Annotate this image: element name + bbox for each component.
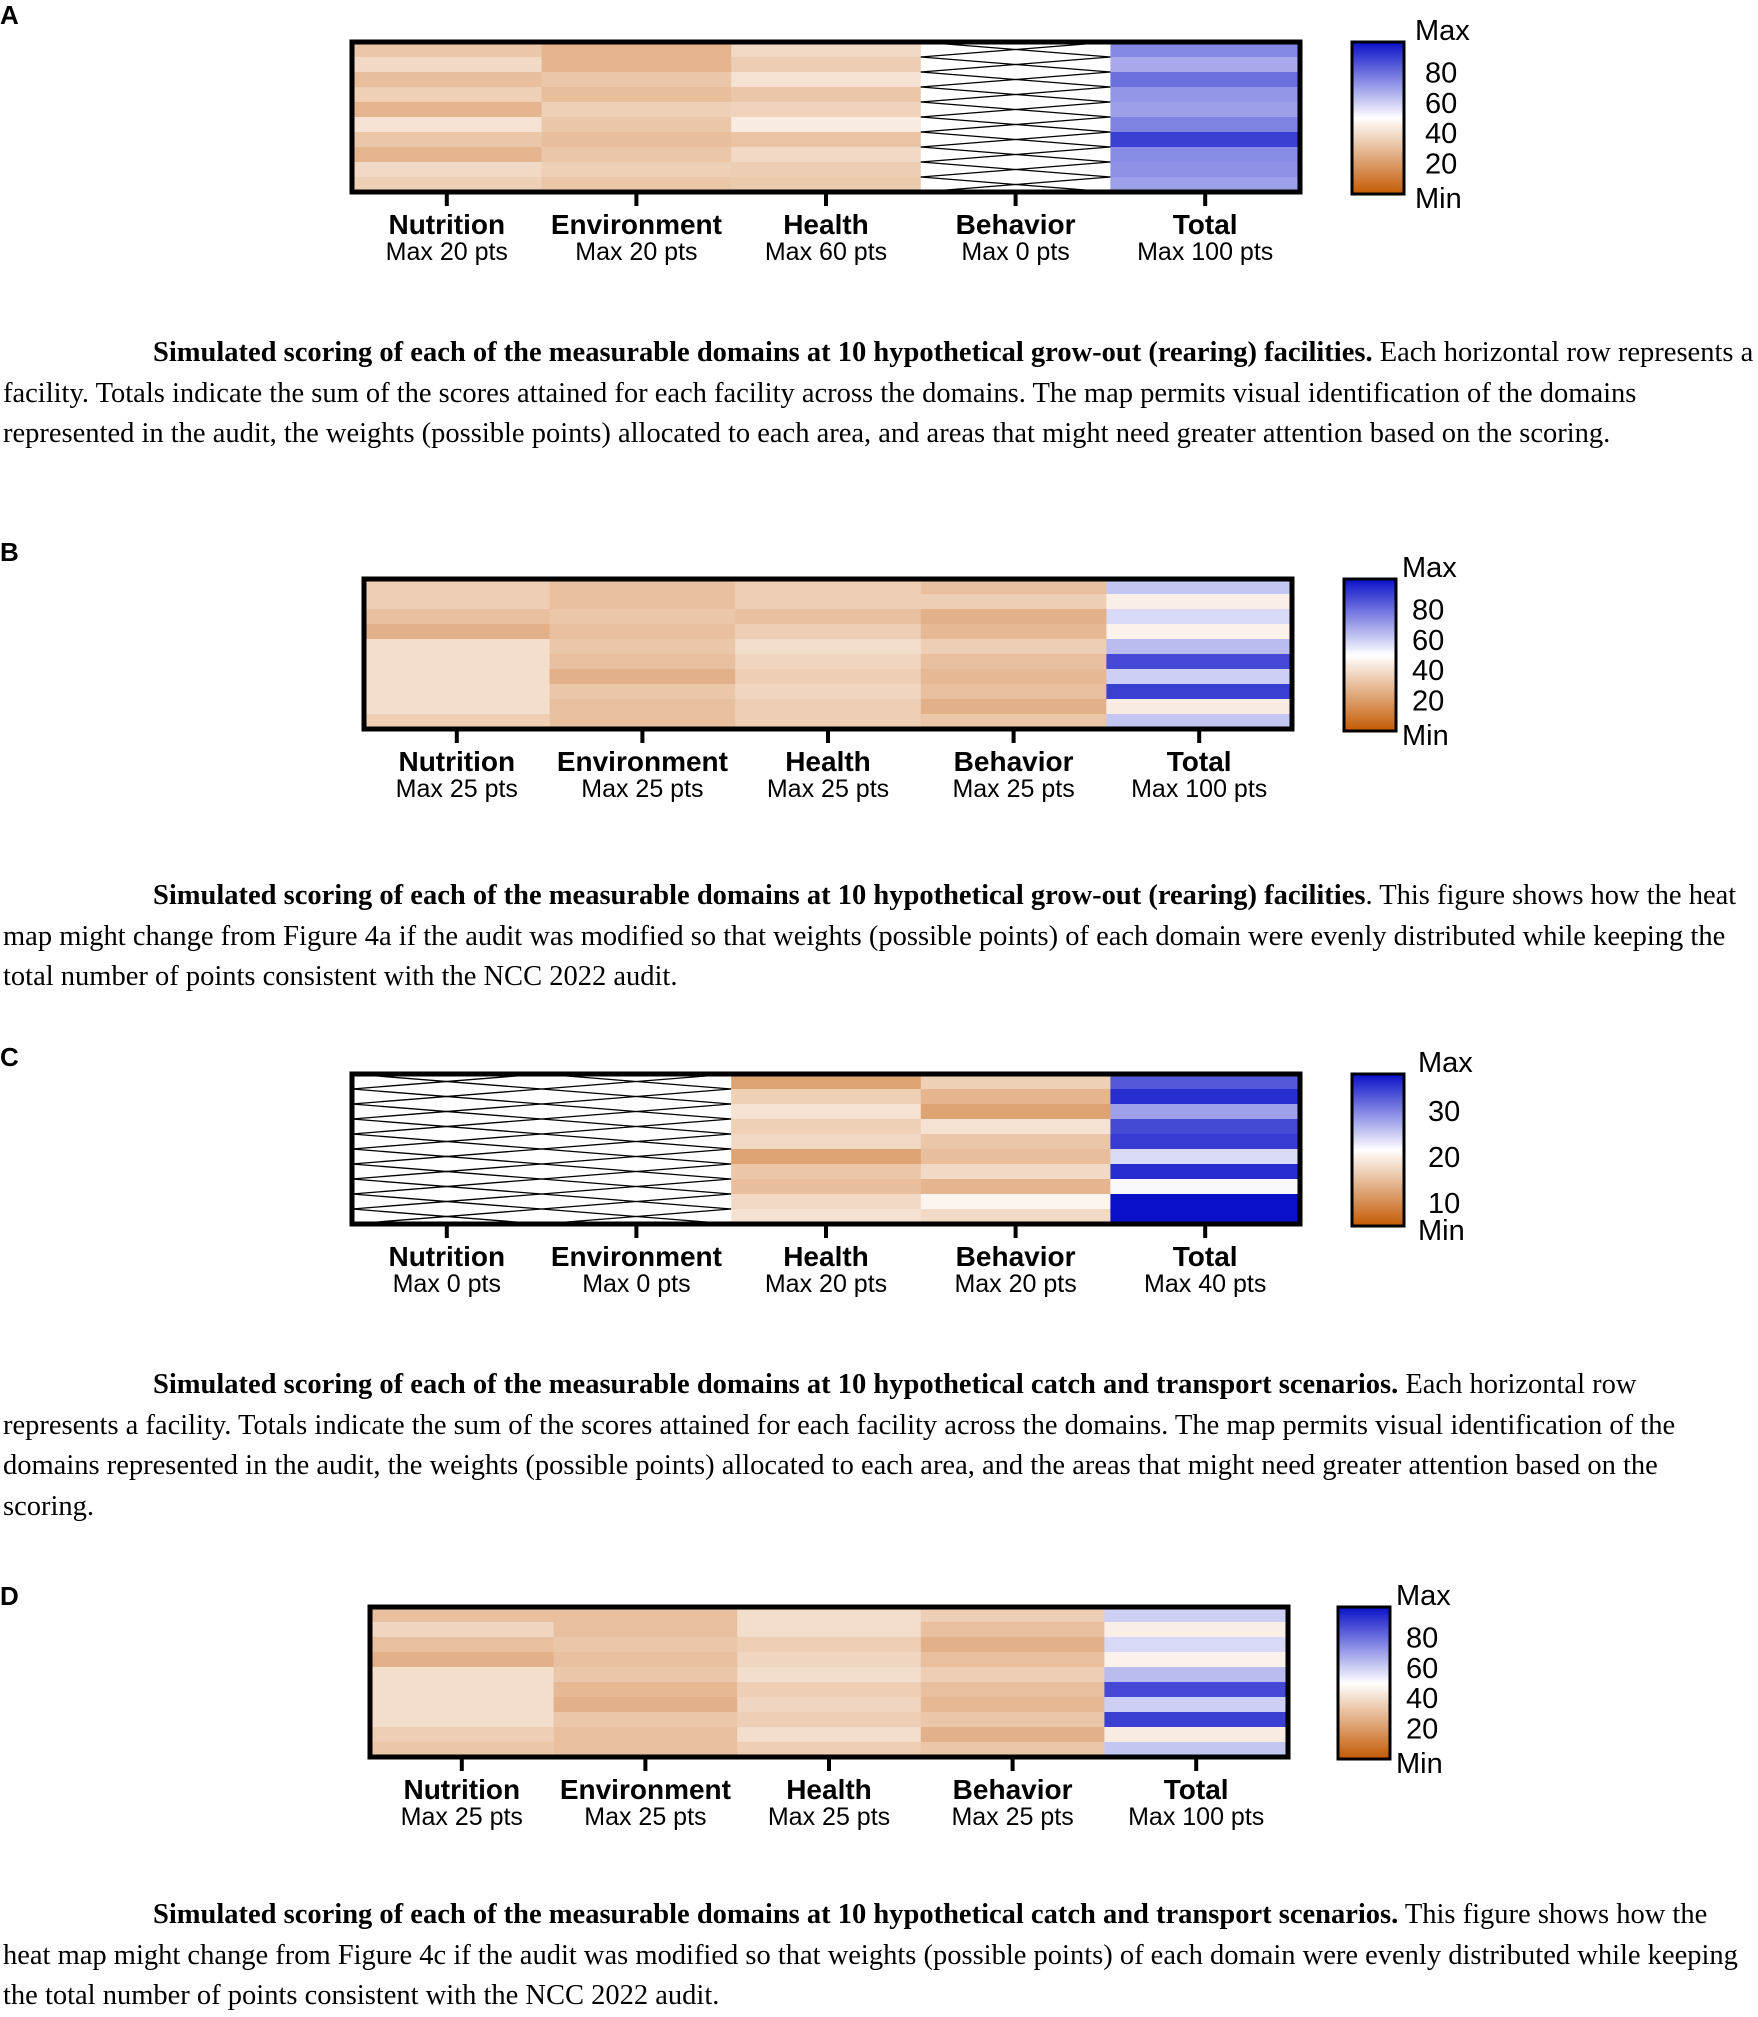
heatmap-cell xyxy=(542,117,732,133)
caption-body: This figure shows how the heat map might change from Figure 4c if the audit was modified so that weights (possible points) of each domain were evenly distributed while keeping the total number of points consistent with the NCC 2022 audit. xyxy=(3,1899,1738,2011)
colorbar-label: 40 xyxy=(1412,655,1445,688)
heatmap-cell xyxy=(921,1089,1111,1105)
heatmap-cell xyxy=(364,684,550,700)
heatmap-cell xyxy=(731,1164,921,1180)
heatmap-cell xyxy=(352,132,542,148)
heatmap-cell xyxy=(921,624,1107,640)
heatmap-cell xyxy=(364,654,550,670)
heatmap-cell xyxy=(542,162,732,178)
heatmap-cell xyxy=(542,72,732,88)
colorbar xyxy=(1338,1607,1390,1759)
colorbar-label: Max xyxy=(1402,552,1457,584)
domain-label: Health xyxy=(783,209,869,240)
colorbar xyxy=(1352,42,1404,194)
domain-max-label: Max 20 pts xyxy=(954,1270,1077,1298)
heatmap-cell xyxy=(735,609,921,625)
heatmap-cell xyxy=(1110,57,1300,73)
heatmap-cell xyxy=(921,1119,1111,1135)
panel-letter: C xyxy=(0,1042,19,1072)
colorbar-label: 80 xyxy=(1425,57,1458,90)
heatmap-cell xyxy=(1104,1697,1288,1713)
heatmap-cell xyxy=(921,1134,1111,1150)
heatmap-cell xyxy=(737,1682,921,1698)
colorbar-label: Max xyxy=(1418,1047,1473,1079)
heatmap-cell xyxy=(1110,1164,1300,1180)
heatmap-cell xyxy=(370,1622,554,1638)
panel-letter: D xyxy=(0,1581,19,1611)
heatmap-cell xyxy=(737,1727,921,1743)
heatmap-chart xyxy=(0,535,1758,835)
heatmap-cell xyxy=(1110,162,1300,178)
heatmap-cell xyxy=(737,1622,921,1638)
domain-max-label: Max 20 pts xyxy=(385,238,508,266)
heatmap-cell xyxy=(550,654,736,670)
domain-max-label: Max 25 pts xyxy=(395,775,518,803)
colorbar-label: 80 xyxy=(1406,1622,1439,1655)
colorbar-label: 40 xyxy=(1406,1683,1439,1716)
heatmap-cell xyxy=(1106,609,1292,625)
heatmap-cell xyxy=(921,594,1107,610)
domain-label: Health xyxy=(786,1774,872,1805)
heatmap-cell xyxy=(550,609,736,625)
heatmap-cell xyxy=(352,117,542,133)
heatmap-cell xyxy=(364,639,550,655)
heatmap-cell xyxy=(1110,87,1300,103)
heatmap-cell xyxy=(370,1697,554,1713)
heatmap-cell xyxy=(542,147,732,163)
heatmap-cell xyxy=(921,1667,1105,1683)
heatmap-cell xyxy=(554,1697,738,1713)
colorbar-label: Max xyxy=(1396,1580,1451,1612)
domain-max-label: Max 25 pts xyxy=(951,1803,1074,1831)
colorbar-label: 60 xyxy=(1406,1652,1439,1685)
heatmap-cell xyxy=(364,699,550,715)
domain-max-label: Max 20 pts xyxy=(575,238,698,266)
caption-title: Simulated scoring of each of the measurable domains at 10 hypothetical catch and transport scenarios. xyxy=(153,1369,1399,1400)
domain-label: Environment xyxy=(559,1774,731,1805)
domain-max-label: Max 25 pts xyxy=(767,1803,891,1831)
caption-title: Simulated scoring of each of the measurable domains at 10 hypothetical grow-out (rearing) facilities. xyxy=(153,337,1373,368)
heatmap-cell xyxy=(1106,669,1292,685)
heatmap-cell xyxy=(554,1622,738,1638)
heatmap-cell xyxy=(731,1104,921,1120)
heatmap-cell xyxy=(352,162,542,178)
colorbar-label: Min xyxy=(1396,1748,1443,1780)
heatmap-cell xyxy=(1110,72,1300,88)
heatmap-cell xyxy=(737,1637,921,1653)
heatmap-cell xyxy=(542,57,732,73)
heatmap-cell xyxy=(735,669,921,685)
panel-letter: B xyxy=(0,537,19,567)
heatmap-cell xyxy=(1110,1104,1300,1120)
heatmap-cell xyxy=(1106,654,1292,670)
heatmap-cell xyxy=(731,57,921,73)
domain-label: Nutrition xyxy=(398,746,516,777)
heatmap-cell xyxy=(921,1622,1105,1638)
figure-caption xyxy=(3,333,1755,455)
domain-max-label: Max 25 pts xyxy=(584,1803,707,1831)
heatmap-cell xyxy=(554,1667,738,1683)
heatmap-cell xyxy=(921,609,1107,625)
heatmap-cell xyxy=(542,132,732,148)
heatmap-cell xyxy=(1104,1637,1288,1653)
domain-label: Health xyxy=(783,1241,869,1272)
domain-label: Nutrition xyxy=(403,1774,521,1805)
heatmap-cell xyxy=(737,1667,921,1683)
na-column-behavior xyxy=(921,42,1111,192)
heatmap-cell xyxy=(554,1712,738,1728)
heatmap-cell xyxy=(370,1637,554,1653)
heatmap-cell xyxy=(731,87,921,103)
heatmap-cell xyxy=(735,639,921,655)
heatmap-cell xyxy=(554,1727,738,1743)
heatmap-cell xyxy=(550,624,736,640)
caption-body: Each horizontal row represents a facility. Totals indicate the sum of the scores attained for each facility across the domains. The map permits visual identification of the domains represented in the audit, the weights (possible points) allocated to each area, and areas that might need greater attention based on the scoring. xyxy=(3,337,1754,449)
heatmap-cell xyxy=(921,1104,1111,1120)
domain-max-label: Max 20 pts xyxy=(764,1270,888,1298)
heatmap-cell xyxy=(1110,1089,1300,1105)
heatmap-cell xyxy=(364,594,550,610)
heatmap-cell xyxy=(921,654,1107,670)
colorbar-label: 30 xyxy=(1428,1095,1461,1128)
heatmap-cell xyxy=(921,1179,1111,1195)
colorbar-label: Max xyxy=(1415,15,1470,47)
colorbar-label: Min xyxy=(1415,183,1462,215)
heatmap-cell xyxy=(352,57,542,73)
heatmap-cell xyxy=(731,1149,921,1165)
caption-title: Simulated scoring of each of the measurable domains at 10 hypothetical catch and transport scenarios. xyxy=(153,1899,1399,1930)
domain-max-label: Max 100 pts xyxy=(1128,1803,1265,1831)
heatmap-cell xyxy=(1106,624,1292,640)
domain-label: Behavior xyxy=(955,209,1076,240)
domain-max-label: Max 25 pts xyxy=(766,775,890,803)
colorbar-label: 20 xyxy=(1406,1713,1439,1746)
heatmap-cell xyxy=(731,1119,921,1135)
domain-max-label: Max 0 pts xyxy=(961,238,1070,266)
domain-label: Total xyxy=(1163,1774,1229,1805)
domain-label: Behavior xyxy=(953,746,1074,777)
panel-letter: A xyxy=(0,0,19,30)
heatmap-cell xyxy=(550,639,736,655)
domain-label: Behavior xyxy=(952,1774,1073,1805)
heatmap-cell xyxy=(921,1149,1111,1165)
heatmap-cell xyxy=(731,162,921,178)
figure-caption xyxy=(3,1365,1755,1527)
domain-max-label: Max 25 pts xyxy=(581,775,704,803)
heatmap-cell xyxy=(370,1727,554,1743)
heatmap-cell xyxy=(1110,1194,1300,1210)
colorbar-label: 60 xyxy=(1425,87,1458,120)
heatmap-cell xyxy=(1106,684,1292,700)
heatmap-cell xyxy=(921,669,1107,685)
heatmap-cell xyxy=(370,1667,554,1683)
heatmap-cell xyxy=(731,1179,921,1195)
domain-label: Behavior xyxy=(955,1241,1076,1272)
heatmap-cell xyxy=(1104,1652,1288,1668)
heatmap-cell xyxy=(550,594,736,610)
heatmap-cell xyxy=(554,1682,738,1698)
domain-max-label: Max 100 pts xyxy=(1131,775,1268,803)
colorbar xyxy=(1344,579,1396,731)
heatmap-cell xyxy=(737,1652,921,1668)
heatmap-cell xyxy=(370,1652,554,1668)
heatmap-cell xyxy=(1104,1622,1288,1638)
heatmap-cell xyxy=(370,1682,554,1698)
heatmap-cell xyxy=(352,147,542,163)
heatmap-cell xyxy=(731,1194,921,1210)
heatmap-cell xyxy=(1104,1682,1288,1698)
domain-label: Total xyxy=(1166,746,1232,777)
heatmap-cell xyxy=(921,1164,1111,1180)
colorbar-label: 80 xyxy=(1412,594,1445,627)
heatmap-cell xyxy=(1110,1119,1300,1135)
heatmap-cell xyxy=(1110,1134,1300,1150)
domain-label: Environment xyxy=(556,746,728,777)
heatmap-cell xyxy=(921,1652,1105,1668)
caption-title: Simulated scoring of each of the measurable domains at 10 hypothetical grow-out (rearing) facilities xyxy=(153,880,1366,911)
heatmap-cell xyxy=(921,699,1107,715)
domain-max-label: Max 0 pts xyxy=(392,1270,501,1298)
colorbar-label: Min xyxy=(1418,1215,1465,1247)
heatmap-cell xyxy=(735,654,921,670)
heatmap-cell xyxy=(542,87,732,103)
caption-body: . This figure shows how the heat map might change from Figure 4a if the audit was modified so that weights (possible points) of each domain were evenly distributed while keeping the total number of points consistent with the NCC 2022 audit. xyxy=(3,880,1737,992)
heatmap-cell xyxy=(542,102,732,118)
colorbar-label: 60 xyxy=(1412,624,1445,657)
heatmap-cell xyxy=(1110,1149,1300,1165)
heatmap-cell xyxy=(1110,102,1300,118)
heatmap-cell xyxy=(364,624,550,640)
heatmap-cell xyxy=(921,684,1107,700)
heatmap-cell xyxy=(1110,117,1300,133)
heatmap-cell xyxy=(731,1134,921,1150)
heatmap-cell xyxy=(370,1712,554,1728)
domain-max-label: Max 25 pts xyxy=(952,775,1075,803)
domain-label: Total xyxy=(1172,1241,1238,1272)
heatmap-cell xyxy=(1106,594,1292,610)
heatmap-cell xyxy=(921,1712,1105,1728)
heatmap-cell xyxy=(364,609,550,625)
heatmap-cell xyxy=(735,684,921,700)
heatmap-cell xyxy=(554,1652,738,1668)
heatmap-cell xyxy=(921,1697,1105,1713)
figure-caption xyxy=(3,1895,1755,2017)
colorbar-label: 20 xyxy=(1425,148,1458,181)
colorbar-label: 10 xyxy=(1428,1187,1461,1220)
domain-label: Environment xyxy=(550,209,722,240)
heatmap-cell xyxy=(1106,699,1292,715)
heatmap-cell xyxy=(731,132,921,148)
na-column-environment xyxy=(542,1074,732,1224)
heatmap-cell xyxy=(921,1682,1105,1698)
heatmap-cell xyxy=(1110,147,1300,163)
colorbar-label: 40 xyxy=(1425,118,1458,151)
heatmap-cell xyxy=(731,102,921,118)
heatmap-cell xyxy=(737,1697,921,1713)
heatmap-cell xyxy=(731,1089,921,1105)
heatmap-cell xyxy=(731,147,921,163)
heatmap-chart xyxy=(0,1038,1758,1338)
heatmap-cell xyxy=(550,699,736,715)
heatmap-cell xyxy=(1110,132,1300,148)
heatmap-cell xyxy=(921,1194,1111,1210)
domain-label: Nutrition xyxy=(388,1241,506,1272)
heatmap-cell xyxy=(737,1712,921,1728)
heatmap-cell xyxy=(735,699,921,715)
domain-label: Total xyxy=(1172,209,1238,240)
heatmap-cell xyxy=(364,669,550,685)
figure-caption xyxy=(3,876,1755,998)
domain-max-label: Max 100 pts xyxy=(1137,238,1274,266)
heatmap-cell xyxy=(554,1637,738,1653)
domain-max-label: Max 25 pts xyxy=(400,1803,523,1831)
heatmap-chart xyxy=(0,0,1758,300)
heatmap-cell xyxy=(921,1637,1105,1653)
heatmap-cell xyxy=(921,639,1107,655)
heatmap-cell xyxy=(1104,1712,1288,1728)
colorbar-label: Min xyxy=(1402,720,1449,752)
domain-max-label: Max 60 pts xyxy=(764,238,888,266)
heatmap-cell xyxy=(921,1727,1105,1743)
heatmap-cell xyxy=(735,594,921,610)
domain-max-label: Max 0 pts xyxy=(582,1270,691,1298)
heatmap-cell xyxy=(352,72,542,88)
heatmap-cell xyxy=(731,72,921,88)
heatmap-cell xyxy=(735,624,921,640)
heatmap-cell xyxy=(550,684,736,700)
domain-label: Environment xyxy=(550,1241,722,1272)
heatmap-cell xyxy=(1106,639,1292,655)
heatmap-cell xyxy=(1110,1179,1300,1195)
colorbar-label: 20 xyxy=(1428,1141,1461,1174)
heatmap-cell xyxy=(1104,1667,1288,1683)
heatmap-cell xyxy=(731,117,921,133)
domain-label: Nutrition xyxy=(388,209,506,240)
heatmap-cell xyxy=(352,102,542,118)
na-column-nutrition xyxy=(352,1074,542,1224)
domain-max-label: Max 40 pts xyxy=(1144,1270,1267,1298)
colorbar xyxy=(1352,1074,1404,1226)
heatmap-cell xyxy=(352,87,542,103)
heatmap-cell xyxy=(1104,1727,1288,1743)
colorbar-label: 20 xyxy=(1412,685,1445,718)
heatmap-cell xyxy=(550,669,736,685)
caption-body: Each horizontal row represents a facility. Totals indicate the sum of the scores attained for each facility across the domains. The map permits visual identification of the domains represented in the audit, the weights (possible points) allocated to each area, and the areas that might need greater attention based on the scoring. xyxy=(3,1369,1676,1522)
heatmap-chart xyxy=(0,1577,1758,1877)
domain-label: Health xyxy=(785,746,871,777)
